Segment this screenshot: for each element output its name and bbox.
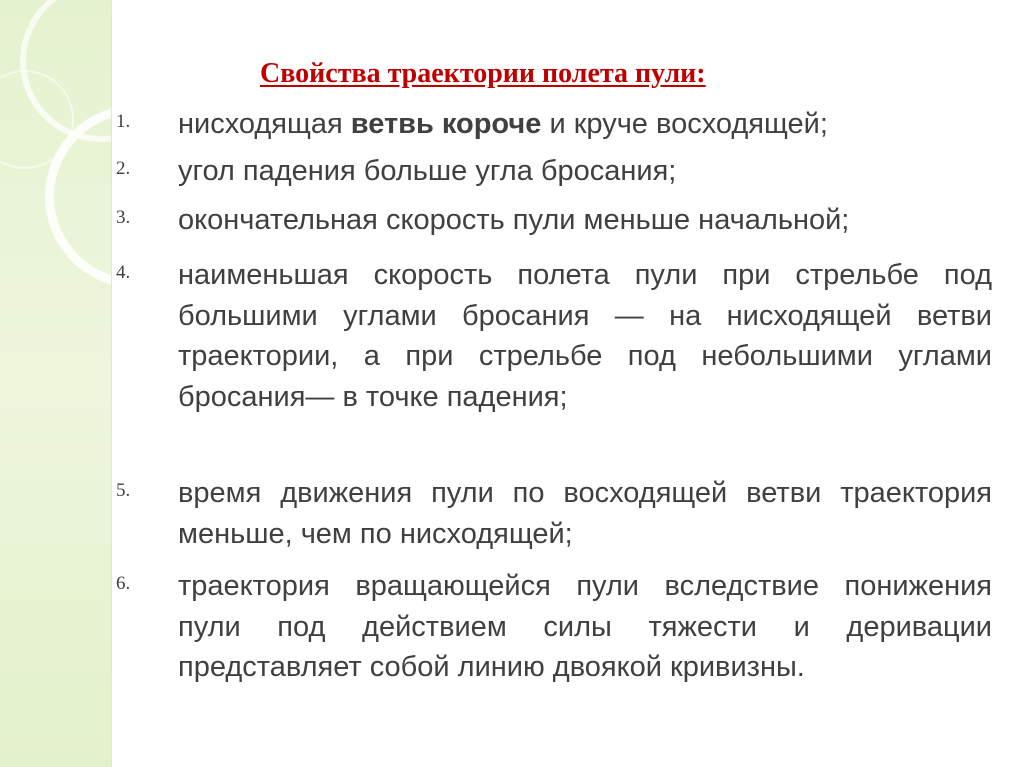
slide-title: Свойства траектории полета пули: — [260, 58, 706, 89]
item-number: 4. — [116, 262, 131, 283]
item-number: 2. — [116, 158, 131, 179]
item-number: 3. — [116, 207, 131, 228]
item-text-start: нисходящая — [178, 108, 351, 140]
item-text-bold: ветвь короче — [350, 108, 542, 140]
item-number: 1. — [116, 111, 131, 132]
decorative-side-band — [0, 0, 111, 767]
item-text: время движения пули по восходящей ветви траектория меньше, чем по нисходящей; — [178, 477, 992, 550]
item-text: наименьшая скорость полета пули при стрельбе под большими углами бросания — на нисходящей ветви траектории, а при стрельбе под небольшими углами бросания— в точке падения; — [178, 259, 992, 413]
item-text: угол падения больше угла бросания; — [178, 155, 677, 187]
item-text-end: и круче восходящей; — [541, 108, 828, 140]
item-text — [178, 104, 992, 145]
slide-content — [112, 0, 1024, 767]
item-text: окончательная скорость пули меньше начальной; — [178, 204, 850, 236]
item-number: 6. — [116, 573, 131, 594]
item-number: 5. — [116, 480, 131, 501]
item-text: траектория вращающейся пули вследствие понижения пули под действием силы тяжести и деривации представляет собой линию двоякой кривизны. — [178, 570, 992, 683]
